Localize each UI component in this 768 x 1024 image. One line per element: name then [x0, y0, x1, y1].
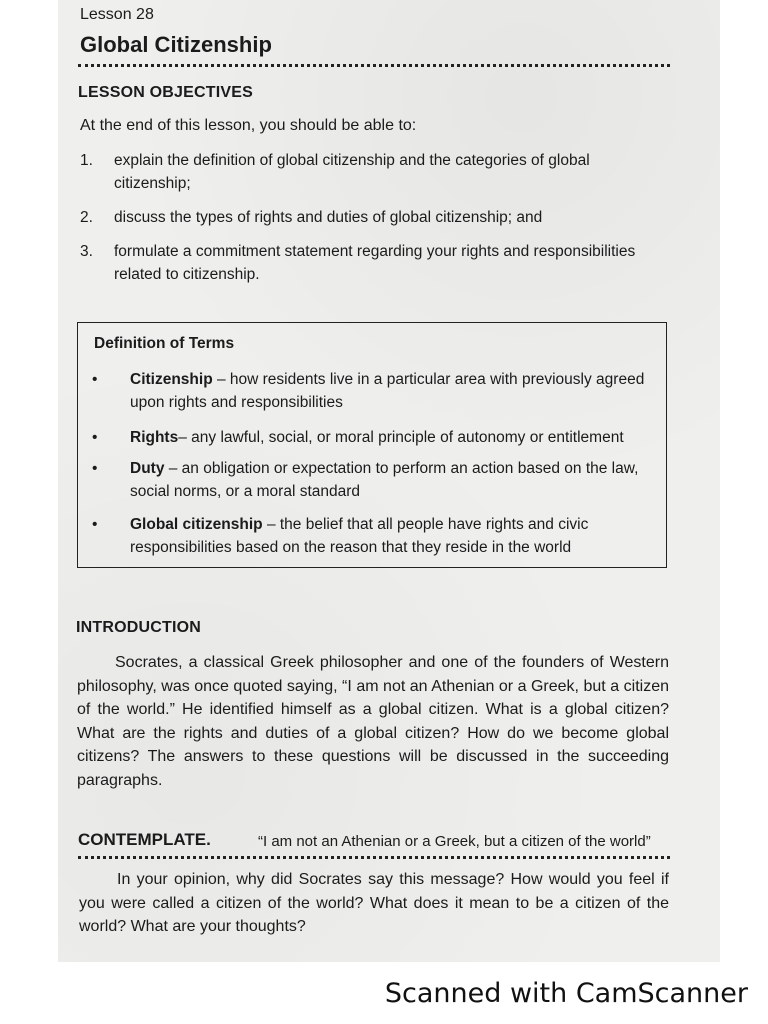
objective-text: formulate a commitment statement regarding your rights and responsibilities related to citizenship. — [114, 243, 636, 283]
term-text — [130, 513, 658, 559]
dotted-divider — [78, 856, 670, 859]
objective-number: 3. — [80, 243, 93, 260]
objectives-heading: LESSON OBJECTIVES — [78, 84, 253, 101]
objective-number: 1. — [80, 152, 93, 169]
term-name: Duty — [130, 460, 165, 477]
objectives-intro: At the end of this lesson, you should be able to: — [80, 117, 417, 134]
bullet-icon: • — [92, 371, 98, 388]
introduction-paragraph: Socrates, a classical Greek philosopher and one of the founders of Western philosophy, was once quoted saying, “I am not an Athenian or a Greek, but a citizen of the world.” He identified himself as a global citizen. What is a global citizen? What are the rights and duties of a global citizen? How do we become global citizens? The answers to these questions will be discussed in the succeeding paragraphs. — [77, 654, 669, 789]
term-definition: – how residents live in a particular area with previously agreed upon rights and responsibilities — [130, 371, 645, 411]
term-name: Global citizenship — [130, 516, 263, 533]
objective-text: discuss the types of rights and duties of global citizenship; and — [114, 209, 543, 226]
definition-of-terms-box — [77, 322, 667, 568]
contemplate-quote: “I am not an Athenian or a Greek, but a citizen of the world” — [258, 833, 651, 850]
camscanner-watermark: Scanned with CamScanner — [384, 978, 748, 1009]
term-definition: – an obligation or expectation to perform an action based on the law, social norms, or a moral standard — [130, 460, 639, 500]
objective-text: explain the definition of global citizenship and the categories of global citizenship; — [114, 152, 590, 192]
introduction-heading: INTRODUCTION — [76, 619, 202, 636]
lesson-label: Lesson 28 — [80, 6, 154, 23]
bullet-icon: • — [92, 460, 98, 477]
term-text — [130, 426, 658, 449]
bullet-icon: • — [92, 516, 98, 533]
term-name: Rights — [130, 429, 179, 446]
objective-number: 2. — [80, 209, 93, 226]
contemplate-heading: CONTEMPLATE. — [78, 830, 211, 849]
terms-heading: Definition of Terms — [94, 335, 235, 352]
term-text — [130, 368, 658, 414]
term-definition: – any lawful, social, or moral principle of autonomy or entitlement — [178, 429, 624, 446]
term-name: Citizenship — [130, 371, 213, 388]
bullet-icon: • — [92, 429, 98, 446]
contemplate-paragraph: In your opinion, why did Socrates say this message? How would you feel if you were called a citizen of the world? What does it mean to be a citizen of the world? What are your thoughts? — [79, 871, 669, 935]
dotted-divider — [78, 64, 670, 67]
term-text — [130, 457, 658, 503]
term-definition: – the belief that all people have rights and civic responsibilities based on the reason that they reside in the world — [130, 516, 589, 556]
page-title: Global Citizenship — [80, 32, 272, 57]
